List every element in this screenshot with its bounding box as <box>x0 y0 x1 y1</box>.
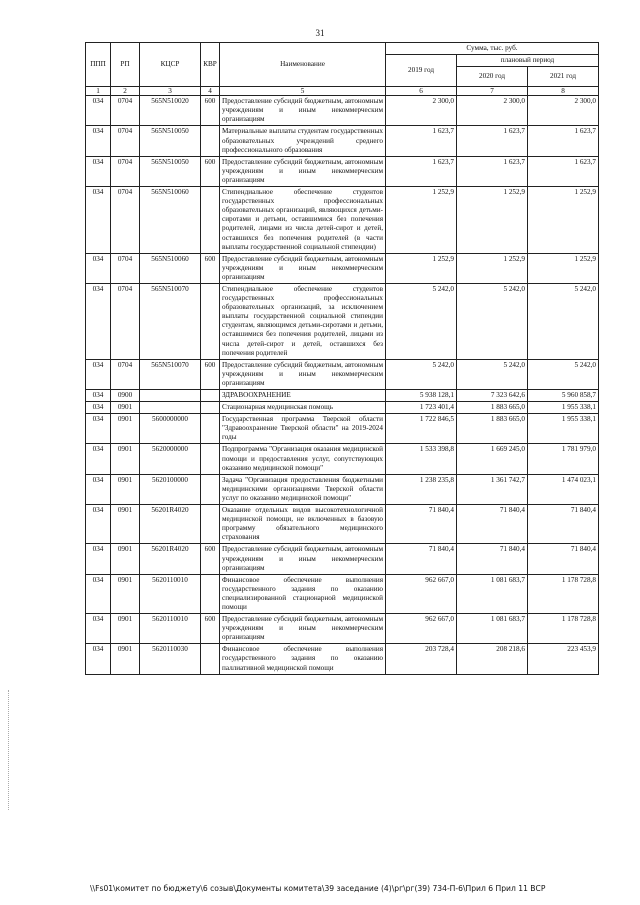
cell-2020: 1 883 665,0 <box>457 402 528 414</box>
table-row <box>86 96 599 126</box>
table-body <box>86 96 599 674</box>
table-row <box>86 574 599 613</box>
cell-2019: 1 252,9 <box>386 187 457 254</box>
col-header-2020: 2020 год <box>457 67 528 87</box>
cell-kvr <box>201 444 220 474</box>
cell-2020: 1 623,7 <box>457 126 528 156</box>
cell-kvr <box>201 390 220 402</box>
cell-name: Подпрограмма "Организация оказания медицинской помощи и предоставления услуг, сопутствующих оказанию медицинской помощи" <box>220 444 386 474</box>
cell-name: Оказание отдельных видов высокотехнологичной медицинской помощи, не включенных в базовую программу обязательного медицинского страхования <box>220 505 386 544</box>
cell-2019: 5 242,0 <box>386 359 457 389</box>
table-row <box>86 402 599 414</box>
cell-kcsr: 565N510020 <box>140 96 201 126</box>
cell-kcsr: 5620100000 <box>140 474 201 504</box>
cell-ppp: 034 <box>86 283 111 359</box>
page-number: 31 <box>315 28 325 38</box>
table-row <box>86 644 599 674</box>
table-row <box>86 390 599 402</box>
cell-kcsr: 5620110030 <box>140 644 201 674</box>
cell-2020: 1 081 683,7 <box>457 574 528 613</box>
table-row <box>86 444 599 474</box>
cell-rp: 0704 <box>111 187 140 254</box>
cell-rp: 0704 <box>111 253 140 283</box>
cell-kvr: 600 <box>201 156 220 186</box>
cell-2021: 1 623,7 <box>528 156 599 186</box>
cell-rp: 0901 <box>111 402 140 414</box>
column-index: 5 <box>220 87 386 96</box>
table-header <box>86 43 599 96</box>
cell-2019: 5 242,0 <box>386 283 457 359</box>
column-index: 4 <box>201 87 220 96</box>
table-row <box>86 474 599 504</box>
cell-kvr: 600 <box>201 96 220 126</box>
cell-2021: 1 955 338,1 <box>528 402 599 414</box>
cell-kcsr: 565N510070 <box>140 359 201 389</box>
cell-2021: 1 178 728,8 <box>528 574 599 613</box>
col-header-sum: Сумма, тыс. руб. <box>386 43 599 55</box>
cell-2019: 1 722 846,5 <box>386 414 457 444</box>
cell-kcsr: 56201R4020 <box>140 505 201 544</box>
cell-2019: 71 840,4 <box>386 544 457 574</box>
cell-kvr <box>201 283 220 359</box>
col-header-ppp: ППП <box>86 43 111 87</box>
cell-kcsr: 565N510060 <box>140 253 201 283</box>
table-row <box>86 156 599 186</box>
cell-kcsr: 5620110010 <box>140 574 201 613</box>
table-row <box>86 187 599 254</box>
cell-2021: 1 955 338,1 <box>528 414 599 444</box>
cell-2019: 203 728,4 <box>386 644 457 674</box>
cell-2020: 1 883 665,0 <box>457 414 528 444</box>
cell-rp: 0704 <box>111 96 140 126</box>
cell-2020: 5 242,0 <box>457 359 528 389</box>
cell-ppp: 034 <box>86 614 111 644</box>
cell-ppp: 034 <box>86 474 111 504</box>
cell-name: Финансовое обеспечение выполнения государственного задания по оказанию специализированной стационарной медицинской помощи <box>220 574 386 613</box>
cell-kvr <box>201 402 220 414</box>
cell-kvr: 600 <box>201 544 220 574</box>
cell-2021: 2 300,0 <box>528 96 599 126</box>
column-index: 6 <box>386 87 457 96</box>
col-header-name: Наименование <box>220 43 386 87</box>
cell-rp: 0704 <box>111 126 140 156</box>
cell-kvr <box>201 644 220 674</box>
cell-2019: 1 723 401,4 <box>386 402 457 414</box>
table-row <box>86 414 599 444</box>
cell-ppp: 034 <box>86 505 111 544</box>
cell-kcsr: 5600000000 <box>140 414 201 444</box>
cell-name: Задача "Организация предоставления бюджетными медицинскими организациями Тверской области услуг по оказанию медицинской помощи" <box>220 474 386 504</box>
cell-name: Материальные выплаты студентам государственных образовательных учреждений среднего профессионального образования <box>220 126 386 156</box>
cell-2019: 1 252,9 <box>386 253 457 283</box>
cell-2020: 7 323 642,6 <box>457 390 528 402</box>
cell-2020: 71 840,4 <box>457 544 528 574</box>
cell-name: Финансовое обеспечение выполнения государственного задания по оказанию паллиативной медицинской помощи <box>220 644 386 674</box>
column-index: 3 <box>140 87 201 96</box>
cell-rp: 0704 <box>111 283 140 359</box>
table-row <box>86 283 599 359</box>
cell-rp: 0704 <box>111 156 140 186</box>
column-index: 1 <box>86 87 111 96</box>
cell-2020: 208 218,6 <box>457 644 528 674</box>
cell-ppp: 034 <box>86 644 111 674</box>
cell-2019: 1 623,7 <box>386 156 457 186</box>
cell-2019: 5 938 128,1 <box>386 390 457 402</box>
cell-name: Стипендиальное обеспечение студентов государственных профессиональных образовательных организаций, являющихся детьми-сиротами и детьми, оставшимися без попечения родителей, лицами из числа детей-сирот и детей, оставшихся без попечения родителей (в части выплаты государственной социальной стипендии) <box>220 187 386 254</box>
cell-ppp: 034 <box>86 96 111 126</box>
column-index-row <box>86 87 599 96</box>
cell-rp: 0901 <box>111 505 140 544</box>
table-row <box>86 126 599 156</box>
column-index: 2 <box>111 87 140 96</box>
cell-kcsr: 565N510050 <box>140 126 201 156</box>
cell-2021: 5 242,0 <box>528 359 599 389</box>
cell-2020: 1 669 245,0 <box>457 444 528 474</box>
cell-rp: 0900 <box>111 390 140 402</box>
margin-mark <box>8 690 10 810</box>
cell-2021: 5 960 858,7 <box>528 390 599 402</box>
cell-rp: 0901 <box>111 544 140 574</box>
cell-2019: 1 533 398,8 <box>386 444 457 474</box>
cell-2020: 2 300,0 <box>457 96 528 126</box>
cell-kcsr: 56201R4020 <box>140 544 201 574</box>
cell-kcsr: 5620110010 <box>140 614 201 644</box>
cell-rp: 0704 <box>111 359 140 389</box>
table-row <box>86 359 599 389</box>
cell-kcsr: 565N510060 <box>140 187 201 254</box>
cell-ppp: 034 <box>86 359 111 389</box>
cell-kvr: 600 <box>201 614 220 644</box>
table-row <box>86 253 599 283</box>
cell-ppp: 034 <box>86 187 111 254</box>
cell-2020: 71 840,4 <box>457 505 528 544</box>
cell-name: Государственная программа Тверской области "Здравоохранение Тверской области" на 2019-2024 годы <box>220 414 386 444</box>
col-header-kvr: КВР <box>201 43 220 87</box>
col-header-planned: плановый период <box>457 55 599 67</box>
cell-kvr <box>201 126 220 156</box>
cell-name: Предоставление субсидий бюджетным, автономным учреждениям и иным некоммерческим организациям <box>220 614 386 644</box>
cell-2021: 1 178 728,8 <box>528 614 599 644</box>
table-row <box>86 614 599 644</box>
cell-ppp: 034 <box>86 574 111 613</box>
cell-rp: 0901 <box>111 444 140 474</box>
cell-2019: 71 840,4 <box>386 505 457 544</box>
cell-rp: 0901 <box>111 614 140 644</box>
file-path-footer: \\Fs01\комитет по бюджету\6 созыв\Документы комитета\39 заседание (4)\рг\рг(39) 734-П-6\Прил 6 Прил 11 ВСР <box>90 884 546 893</box>
cell-ppp: 034 <box>86 390 111 402</box>
cell-2019: 962 667,0 <box>386 614 457 644</box>
cell-name: Предоставление субсидий бюджетным, автономным учреждениям и иным некоммерческим организациям <box>220 96 386 126</box>
cell-2021: 1 252,9 <box>528 253 599 283</box>
column-index: 7 <box>457 87 528 96</box>
cell-kvr <box>201 505 220 544</box>
cell-ppp: 034 <box>86 402 111 414</box>
cell-kvr <box>201 574 220 613</box>
cell-2021: 223 453,9 <box>528 644 599 674</box>
cell-name: Предоставление субсидий бюджетным, автономным учреждениям и иным некоммерческим организациям <box>220 544 386 574</box>
cell-2020: 1 252,9 <box>457 187 528 254</box>
col-header-rp: РП <box>111 43 140 87</box>
cell-2020: 5 242,0 <box>457 283 528 359</box>
cell-rp: 0901 <box>111 474 140 504</box>
cell-kvr <box>201 187 220 254</box>
cell-name: Предоставление субсидий бюджетным, автономным учреждениям и иным некоммерческим организациям <box>220 156 386 186</box>
cell-2021: 1 781 979,0 <box>528 444 599 474</box>
cell-name: ЗДРАВООХРАНЕНИЕ <box>220 390 386 402</box>
table-row <box>86 544 599 574</box>
cell-rp: 0901 <box>111 644 140 674</box>
cell-2019: 1 238 235,8 <box>386 474 457 504</box>
col-header-2021: 2021 год <box>528 67 599 87</box>
cell-ppp: 034 <box>86 414 111 444</box>
cell-kvr: 600 <box>201 253 220 283</box>
cell-kvr <box>201 414 220 444</box>
cell-kvr <box>201 474 220 504</box>
cell-2021: 1 252,9 <box>528 187 599 254</box>
cell-name: Предоставление субсидий бюджетным, автономным учреждениям и иным некоммерческим организациям <box>220 359 386 389</box>
cell-2020: 1 252,9 <box>457 253 528 283</box>
cell-kcsr: 565N510070 <box>140 283 201 359</box>
cell-2020: 1 623,7 <box>457 156 528 186</box>
col-header-kcsr: КЦСР <box>140 43 201 87</box>
cell-2020: 1 081 683,7 <box>457 614 528 644</box>
cell-2021: 71 840,4 <box>528 544 599 574</box>
cell-2021: 1 474 023,1 <box>528 474 599 504</box>
budget-table <box>85 42 599 675</box>
cell-2021: 1 623,7 <box>528 126 599 156</box>
table-row <box>86 505 599 544</box>
cell-2021: 71 840,4 <box>528 505 599 544</box>
cell-2020: 1 361 742,7 <box>457 474 528 504</box>
cell-name: Предоставление субсидий бюджетным, автономным учреждениям и иным некоммерческим организациям <box>220 253 386 283</box>
cell-2019: 2 300,0 <box>386 96 457 126</box>
cell-2019: 962 667,0 <box>386 574 457 613</box>
cell-ppp: 034 <box>86 126 111 156</box>
cell-2019: 1 623,7 <box>386 126 457 156</box>
cell-ppp: 034 <box>86 156 111 186</box>
cell-kcsr <box>140 402 201 414</box>
col-header-2019: 2019 год <box>386 55 457 87</box>
cell-rp: 0901 <box>111 414 140 444</box>
cell-name: Стипендиальное обеспечение студентов государственных профессиональных образовательных организаций, за исключением выплаты государственной социальной стипендии студентам, являющимся детьми-сиротами и детьми, оставшимися без попечения родителей, лицами из числа детей-сирот и детей, оставшихся без попечения родителей <box>220 283 386 359</box>
cell-ppp: 034 <box>86 253 111 283</box>
column-index: 8 <box>528 87 599 96</box>
cell-kcsr: 5620000000 <box>140 444 201 474</box>
cell-ppp: 034 <box>86 444 111 474</box>
cell-name: Стационарная медицинская помощь <box>220 402 386 414</box>
cell-2021: 5 242,0 <box>528 283 599 359</box>
cell-kcsr <box>140 390 201 402</box>
cell-ppp: 034 <box>86 544 111 574</box>
cell-rp: 0901 <box>111 574 140 613</box>
cell-kvr: 600 <box>201 359 220 389</box>
cell-kcsr: 565N510050 <box>140 156 201 186</box>
